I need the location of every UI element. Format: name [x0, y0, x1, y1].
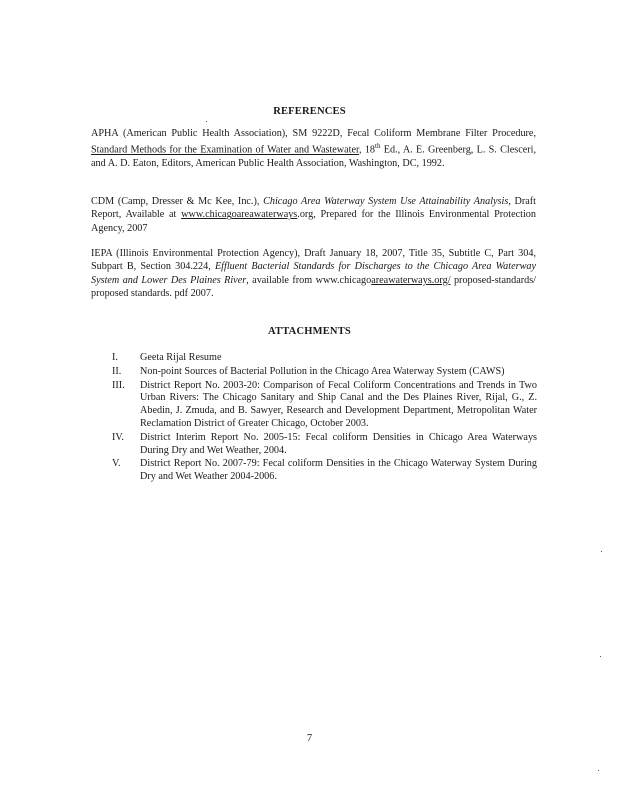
attachment-number: III.: [112, 379, 125, 391]
attachment-item: [112, 458, 537, 484]
reference-text-part: proposed-standards/ proposed standards. pdf 2007.: [91, 274, 537, 299]
references-heading: REFERENCES: [273, 106, 346, 117]
reference-title-underlined: Standard Methods for the Examination of Water and Wastewater: [91, 144, 360, 156]
reference-text-part: IEPA (Illinois Environmental Protection Agency), Draft January 18, 2007, Title 35, Subtitle C, Part 304, Subpart B, Section 304.224,: [91, 248, 536, 273]
reference-text: [91, 195, 536, 235]
reference-text: [91, 127, 536, 170]
reference-entry-iepa: [91, 247, 536, 300]
scan-speck: [601, 551, 602, 552]
attachment-item: [112, 380, 537, 431]
reference-title-italic: Chicago Area Waterway System Use Attainability Analysis: [263, 196, 509, 207]
attachment-item: [112, 352, 537, 365]
reference-entry-apha: [91, 127, 536, 170]
attachment-number: IV.: [112, 431, 124, 443]
reference-title-italic: Effluent Bacterial Standards for Discharges to the Chicago Area Waterway System and Lower Des Plaines River: [91, 261, 536, 286]
reference-text-part: APHA (American Public Health Association), SM 9222D, Fecal Coliform Membrane Filter Procedure,: [91, 128, 536, 139]
reference-link[interactable]: areawaterways.org/: [371, 274, 451, 286]
attachment-number: I.: [112, 352, 118, 363]
attachments-list: [112, 352, 537, 485]
reference-text: [91, 247, 536, 300]
scan-speck: [600, 656, 601, 657]
scan-speck: [206, 121, 207, 122]
scan-speck: [598, 770, 599, 771]
reference-text-part: Ed., A. E. Greenberg, L. S. Clesceri, and A. D. Eaton, Editors, American Public Health Association, Washington, DC, 1992.: [91, 144, 537, 169]
reference-text-part: , available from www.chicago: [246, 274, 372, 286]
attachment-item: [112, 432, 537, 458]
reference-text-part: .org, Prepared for the Illinois Environmental Protection Agency, 2007: [91, 209, 536, 234]
reference-link[interactable]: www.chicagoareawaterways: [181, 209, 298, 221]
attachment-text: Geeta Rijal Resume: [140, 352, 222, 363]
attachment-number: V.: [112, 458, 121, 470]
attachment-item: [112, 366, 537, 379]
reference-text-part: , Draft Report, Available at: [91, 196, 536, 221]
reference-entry-cdm: [91, 195, 536, 235]
attachment-text: District Interim Report No. 2005-15: Fecal coliform Densities in Chicago Area Waterways During Dry and Wet Weather, 2004.: [140, 431, 537, 456]
attachments-heading: ATTACHMENTS: [268, 326, 351, 337]
page-number: 7: [306, 733, 313, 744]
attachment-text: District Report No. 2003-20: Comparison of Fecal Coliform Concentrations and Trends in Two Urban Rivers: The Chicago Sanitary and Ship Canal and the Des Plaines River, Rijal, G., Z. Abedin, J. Zmuda, and B. Sawyer, Research and Development Department, Metropolitan Water Reclamation District of Greater Chicago, October 2003.: [140, 379, 537, 429]
attachment-text: District Report No. 2007-79: Fecal coliform Densities in the Chicago Waterway System During Dry and Wet Weather 2004-2006.: [140, 458, 537, 483]
reference-text-part: CDM (Camp, Dresser & Mc Kee, Inc.),: [91, 196, 264, 207]
attachment-text: Non-point Sources of Bacterial Pollution in the Chicago Area Waterway System (CAWS): [140, 365, 505, 377]
reference-superscript: th: [375, 142, 381, 151]
reference-text-part: , 18: [359, 144, 376, 156]
attachment-number: II.: [112, 365, 122, 377]
